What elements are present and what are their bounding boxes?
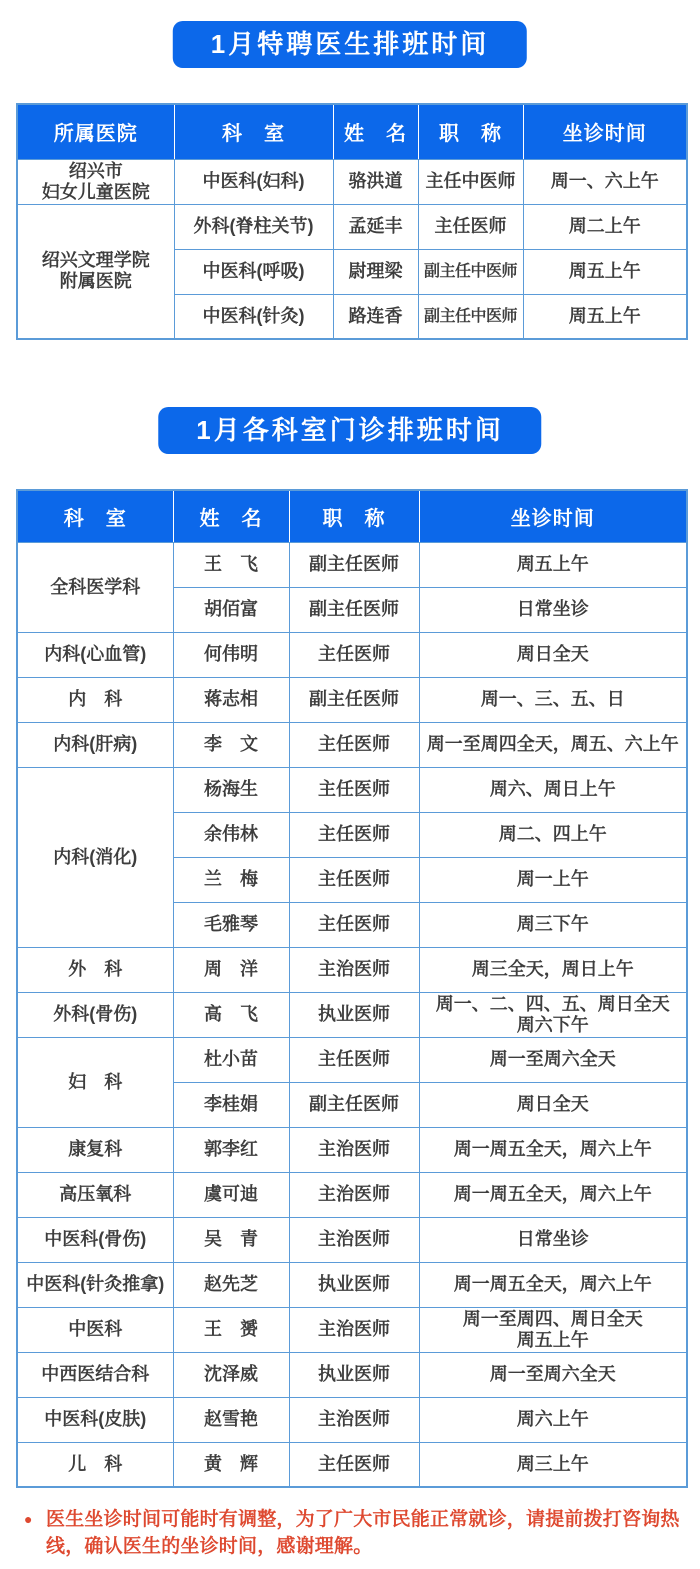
header-cell: 姓 名 <box>333 104 418 159</box>
table-cell: 主治医师 <box>289 1127 419 1172</box>
table-cell: 主任医师 <box>289 1037 419 1082</box>
table-cell: 杜小苗 <box>173 1037 289 1082</box>
table-cell: 周日全天 <box>419 632 687 677</box>
table-cell: 周二、四上午 <box>419 812 687 857</box>
table-row <box>17 1442 687 1487</box>
header-cell: 坐诊时间 <box>419 490 687 542</box>
special-doctors-table <box>16 103 688 340</box>
table-cell: 周一、六上午 <box>523 159 687 204</box>
table-cell: 李桂娟 <box>173 1082 289 1127</box>
table-cell: 执业医师 <box>289 992 419 1037</box>
section-title-badge-department-schedule: 1月各科室门诊排班时间 <box>158 407 541 454</box>
table-cell: 副主任中医师 <box>418 294 523 339</box>
table-row <box>17 1037 687 1082</box>
table-cell: 周日全天 <box>419 1082 687 1127</box>
table-cell: 沈泽威 <box>173 1352 289 1397</box>
table-cell: 高压氧科 <box>17 1172 173 1217</box>
header-cell: 职 称 <box>289 490 419 542</box>
table-row <box>17 1172 687 1217</box>
table-cell: 李 文 <box>173 722 289 767</box>
table-cell: 日常坐诊 <box>419 587 687 632</box>
table-cell: 王 飞 <box>173 542 289 587</box>
table-row <box>17 632 687 677</box>
table-cell: 兰 梅 <box>173 857 289 902</box>
table-cell: 路连香 <box>333 294 418 339</box>
table-row <box>17 1307 687 1352</box>
table-cell: 日常坐诊 <box>419 1217 687 1262</box>
table-cell: 杨海生 <box>173 767 289 812</box>
table-cell: 主任医师 <box>289 632 419 677</box>
table-cell: 主治医师 <box>289 1172 419 1217</box>
table-row <box>17 722 687 767</box>
footer-text: 医生坐诊时间可能时有调整，为了广大市民能正常就诊，请提前拨打咨询热线，确认医生的坐诊时间，感谢理解。 <box>46 1509 680 1557</box>
table-cell: 主任医师 <box>289 722 419 767</box>
table-cell: 绍兴文理学院 附属医院 <box>17 204 174 339</box>
table-row <box>17 1127 687 1172</box>
table-cell: 副主任医师 <box>289 1082 419 1127</box>
footer-note <box>24 1506 696 1560</box>
table-row <box>17 1262 687 1307</box>
table-cell: 赵雪艳 <box>173 1397 289 1442</box>
table-cell: 黄 辉 <box>173 1442 289 1487</box>
table-row <box>17 677 687 722</box>
header-cell: 科 室 <box>17 490 173 542</box>
table-row <box>17 159 687 204</box>
table-cell: 周一至周六全天 <box>419 1352 687 1397</box>
table-cell: 蒋志相 <box>173 677 289 722</box>
table-cell: 主治医师 <box>289 947 419 992</box>
table-cell: 绍兴市 妇女儿童医院 <box>17 159 174 204</box>
table-cell: 周二上午 <box>523 204 687 249</box>
table-cell: 周一、二、四、五、周日全天 周六下午 <box>419 992 687 1037</box>
table-cell: 外科(脊柱关节) <box>174 204 333 249</box>
table-cell: 主任中医师 <box>418 159 523 204</box>
table-cell: 中医科(骨伤) <box>17 1217 173 1262</box>
table-cell: 赵先芝 <box>173 1262 289 1307</box>
table-row <box>17 1352 687 1397</box>
table-cell: 周 洋 <box>173 947 289 992</box>
table-cell: 周六上午 <box>419 1397 687 1442</box>
table-cell: 外科(骨伤) <box>17 992 173 1037</box>
table-cell: 周一至周四全天，周五、六上午 <box>419 722 687 767</box>
table-cell: 儿 科 <box>17 1442 173 1487</box>
table-cell: 主任医师 <box>289 1442 419 1487</box>
bullet-icon: ● <box>24 1511 33 1527</box>
table-cell: 中医科 <box>17 1307 173 1352</box>
table-cell: 副主任医师 <box>289 542 419 587</box>
table-row <box>17 767 687 812</box>
section-title-badge-special-doctors: 1月特聘医生排班时间 <box>173 21 527 68</box>
table-cell: 内科(心血管) <box>17 632 173 677</box>
header-cell: 所属医院 <box>17 104 174 159</box>
table-cell: 内科(消化) <box>17 767 173 947</box>
table-cell: 周三下午 <box>419 902 687 947</box>
table-cell: 郭李红 <box>173 1127 289 1172</box>
table-row <box>17 1217 687 1262</box>
header-cell: 坐诊时间 <box>523 104 687 159</box>
table-cell: 骆洪道 <box>333 159 418 204</box>
table-row <box>17 204 687 249</box>
header-row <box>17 104 687 159</box>
table-cell: 主任医师 <box>289 767 419 812</box>
table-cell: 副主任医师 <box>289 677 419 722</box>
table-cell: 外 科 <box>17 947 173 992</box>
table-cell: 周五上午 <box>523 249 687 294</box>
table-cell: 周一周五全天，周六上午 <box>419 1262 687 1307</box>
table-cell: 余伟林 <box>173 812 289 857</box>
table-cell: 周三全天，周日上午 <box>419 947 687 992</box>
table-cell: 周三上午 <box>419 1442 687 1487</box>
table-row <box>17 947 687 992</box>
header-cell: 职 称 <box>418 104 523 159</box>
table-cell: 高 飞 <box>173 992 289 1037</box>
table-cell: 中西医结合科 <box>17 1352 173 1397</box>
table-cell: 中医科(皮肤) <box>17 1397 173 1442</box>
table-cell: 主任医师 <box>289 857 419 902</box>
table-cell: 孟延丰 <box>333 204 418 249</box>
table-cell: 王 赟 <box>173 1307 289 1352</box>
table-cell: 周一、三、五、日 <box>419 677 687 722</box>
table-cell: 中医科(呼吸) <box>174 249 333 294</box>
table-cell: 内科(肝病) <box>17 722 173 767</box>
table-cell: 主治医师 <box>289 1397 419 1442</box>
table-cell: 吴 青 <box>173 1217 289 1262</box>
table-cell: 康复科 <box>17 1127 173 1172</box>
table-cell: 主任医师 <box>418 204 523 249</box>
table-cell: 执业医师 <box>289 1262 419 1307</box>
table-cell: 妇 科 <box>17 1037 173 1127</box>
table-cell: 周一周五全天，周六上午 <box>419 1127 687 1172</box>
table-cell: 主治医师 <box>289 1217 419 1262</box>
table-cell: 内 科 <box>17 677 173 722</box>
table-cell: 主任医师 <box>289 902 419 947</box>
table-row <box>17 542 687 587</box>
table-cell: 周一至周六全天 <box>419 1037 687 1082</box>
table-row <box>17 1397 687 1442</box>
table-cell: 何伟明 <box>173 632 289 677</box>
table-cell: 周一至周四、周日全天 周五上午 <box>419 1307 687 1352</box>
table-row <box>17 992 687 1037</box>
table-cell: 副主任中医师 <box>418 249 523 294</box>
table-cell: 中医科(针灸推拿) <box>17 1262 173 1307</box>
table-cell: 副主任医师 <box>289 587 419 632</box>
table-cell: 毛雅琴 <box>173 902 289 947</box>
header-row <box>17 490 687 542</box>
table-cell: 主治医师 <box>289 1307 419 1352</box>
department-schedule-table <box>16 489 688 1488</box>
table-cell: 周六、周日上午 <box>419 767 687 812</box>
table-cell: 尉理梁 <box>333 249 418 294</box>
table-cell: 胡佰富 <box>173 587 289 632</box>
table-cell: 执业医师 <box>289 1352 419 1397</box>
header-cell: 姓 名 <box>173 490 289 542</box>
table-cell: 中医科(妇科) <box>174 159 333 204</box>
table-cell: 周五上午 <box>523 294 687 339</box>
table-cell: 中医科(针灸) <box>174 294 333 339</box>
table-cell: 全科医学科 <box>17 542 173 632</box>
table-cell: 虞可迪 <box>173 1172 289 1217</box>
table-cell: 周一周五全天，周六上午 <box>419 1172 687 1217</box>
table-cell: 主任医师 <box>289 812 419 857</box>
table-cell: 周一上午 <box>419 857 687 902</box>
header-cell: 科 室 <box>174 104 333 159</box>
table-cell: 周五上午 <box>419 542 687 587</box>
